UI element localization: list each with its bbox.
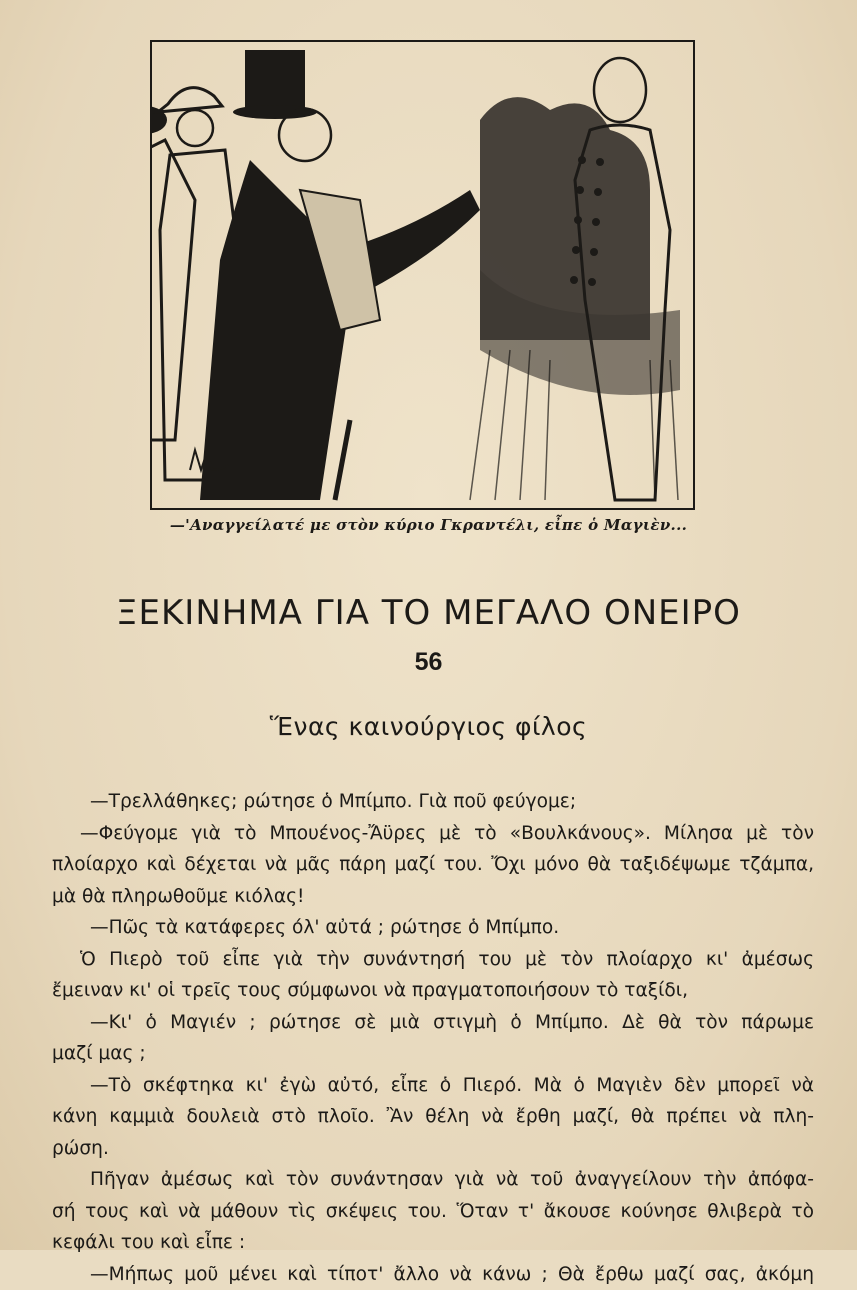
chapter-number: 56 bbox=[0, 648, 857, 677]
text-line: —Φεύγομε γιὰ τὸ Μπουένος-Ἄϋρες μὲ τὸ «Βουλκάνους». Μίλησα μὲ τὸν bbox=[52, 818, 814, 850]
text-line: κάνη καμμιὰ δουλειὰ στὸ πλοῖο. Ἂν θέλη νὰ ἔρθη μαζί, θὰ πρέπει νὰ πλη- bbox=[52, 1101, 814, 1133]
text-line: Ὁ Πιερὸ τοῦ εἶπε γιὰ τὴν συνάντησή του μὲ τὸν πλοίαρχο κι' ἀμέσως bbox=[52, 944, 814, 976]
text-line: σή τους καὶ νὰ μάθουν τὶς σκέψεις του. Ὅταν τ' ἄκουσε κούνησε θλιβερὰ τὸ bbox=[52, 1196, 814, 1228]
text-line: ρώση. bbox=[52, 1133, 814, 1165]
chapter-title: ΞΕΚΙΝΗΜΑ ΓΙΑ ΤΟ ΜΕΓΑΛΟ ΟΝΕΙΡΟ bbox=[0, 593, 857, 633]
body-text bbox=[52, 786, 814, 1290]
chapter-subtitle: Ἕνας καινούργιος φίλος bbox=[0, 712, 857, 741]
text-line: —Τὸ σκέφτηκα κι' ἐγὼ αὐτό, εἶπε ὁ Πιερό. Μὰ ὁ Μαγιὲν δὲν μπορεῖ νὰ bbox=[52, 1070, 814, 1102]
text-line: Πῆγαν ἀμέσως καὶ τὸν συνάντησαν γιὰ νὰ τοῦ ἀναγγείλουν τὴν ἀπόφα- bbox=[52, 1164, 814, 1196]
illustration bbox=[150, 40, 695, 510]
text-line: —Πῶς τὰ κατάφερες όλ' αὐτά ; ρώτησε ὁ Μπίμπο. bbox=[52, 912, 814, 944]
illustration-caption: —'Αναγγείλατέ με στὸν κύριο Γκραντέλι, εἶπε ὁ Μαγιὲν... bbox=[0, 516, 857, 534]
illustration-drawing bbox=[150, 40, 695, 510]
text-line: μαζί μας ; bbox=[52, 1038, 814, 1070]
text-line: ἔμειναν κι' οἱ τρεῖς τους σύμφωνοι νὰ πραγματοποιήσουν τὸ ταξίδι, bbox=[52, 975, 814, 1007]
text-line: πλοίαρχο καὶ δέχεται νὰ μᾶς πάρη μαζί του. Ὄχι μόνο θὰ ταξιδέψωμε τζάμπα, bbox=[52, 849, 814, 881]
text-line: —Μήπως μοῦ μένει καὶ τίποτ' ἄλλο νὰ κάνω ; Θὰ ἔρθω μαζί σας, ἀκόμη bbox=[52, 1259, 814, 1290]
text-line: κεφάλι του καὶ εἶπε : bbox=[52, 1227, 814, 1259]
text-line: —Κι' ὁ Μαγιέν ; ρώτησε σὲ μιὰ στιγμὴ ὁ Μπίμπο. Δὲ θὰ τὸν πάρωμε bbox=[52, 1007, 814, 1039]
text-line: —Τρελλάθηκες; ρώτησε ὁ Μπίμπο. Γιὰ ποῦ φεύγομε; bbox=[52, 786, 814, 818]
text-line: μὰ θὰ πληρωθοῦμε κιόλας! bbox=[52, 881, 814, 913]
